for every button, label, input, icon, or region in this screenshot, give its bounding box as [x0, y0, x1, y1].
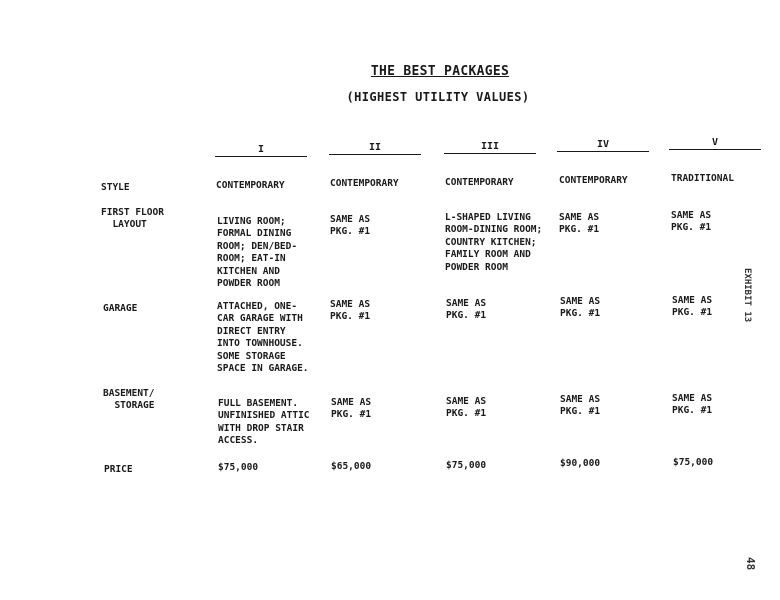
- table-cell: SAME AS PKG. #1: [672, 295, 713, 319]
- row-label-garage: GARAGE: [103, 303, 138, 314]
- column-rule-4: [557, 151, 649, 152]
- table-cell: SAME AS PKG. #1: [671, 210, 712, 234]
- column-rule-2: [329, 154, 421, 155]
- table-cell: $65,000: [331, 461, 372, 472]
- table-cell: ATTACHED, ONE- CAR GARAGE WITH DIRECT ENTRY INTO TOWNHOUSE. SOME STORAGE SPACE IN GARAGE.: [217, 301, 309, 375]
- table-cell: $75,000: [673, 457, 714, 468]
- column-header-3: III: [480, 141, 500, 152]
- document-title: THE BEST PACKAGES: [370, 64, 510, 79]
- table-cell: SAME AS PKG. #1: [331, 397, 372, 421]
- row-label-price: PRICE: [104, 464, 133, 475]
- row-label-basement-storage: BASEMENT/ STORAGE: [103, 388, 155, 412]
- table-cell: FULL BASEMENT. UNFINISHED ATTIC WITH DROP STAIR ACCESS.: [218, 398, 310, 447]
- table-cell: CONTEMPORARY: [559, 175, 628, 186]
- column-header-5: V: [711, 137, 719, 148]
- table-cell: CONTEMPORARY: [330, 178, 399, 189]
- exhibit-label: EXHIBIT 13: [742, 268, 752, 323]
- table-cell: SAME AS PKG. #1: [330, 299, 371, 323]
- page-number: 48: [744, 557, 757, 571]
- table-cell: SAME AS PKG. #1: [672, 393, 713, 417]
- document-subtitle: (HIGHEST UTILITY VALUES): [346, 90, 530, 104]
- table-cell: LIVING ROOM; FORMAL DINING ROOM; DEN/BED- ROOM; EAT-IN KITCHEN AND POWDER ROOM: [217, 216, 298, 290]
- column-header-2: II: [368, 142, 382, 153]
- table-cell: CONTEMPORARY: [445, 177, 514, 188]
- table-cell: SAME AS PKG. #1: [446, 396, 487, 420]
- table-cell: TRADITIONAL: [671, 173, 734, 184]
- table-cell: $90,000: [560, 458, 601, 469]
- column-rule-3: [444, 153, 536, 154]
- table-cell: SAME AS PKG. #1: [559, 212, 600, 236]
- table-cell: SAME AS PKG. #1: [446, 298, 487, 322]
- table-cell: $75,000: [446, 460, 487, 471]
- column-header-4: IV: [596, 139, 610, 150]
- column-rule-1: [215, 156, 307, 157]
- table-cell: SAME AS PKG. #1: [330, 214, 371, 238]
- table-cell: SAME AS PKG. #1: [560, 394, 601, 418]
- column-rule-5: [669, 149, 761, 150]
- table-cell: SAME AS PKG. #1: [560, 296, 601, 320]
- table-cell: $75,000: [218, 462, 259, 473]
- row-label-style: STYLE: [101, 182, 130, 193]
- row-label-first-floor-layout: FIRST FLOOR LAYOUT: [101, 207, 164, 231]
- column-header-1: I: [257, 144, 265, 155]
- table-cell: L-SHAPED LIVING ROOM-DINING ROOM; COUNTRY KITCHEN; FAMILY ROOM AND POWDER ROOM: [445, 212, 543, 273]
- table-cell: CONTEMPORARY: [216, 180, 285, 191]
